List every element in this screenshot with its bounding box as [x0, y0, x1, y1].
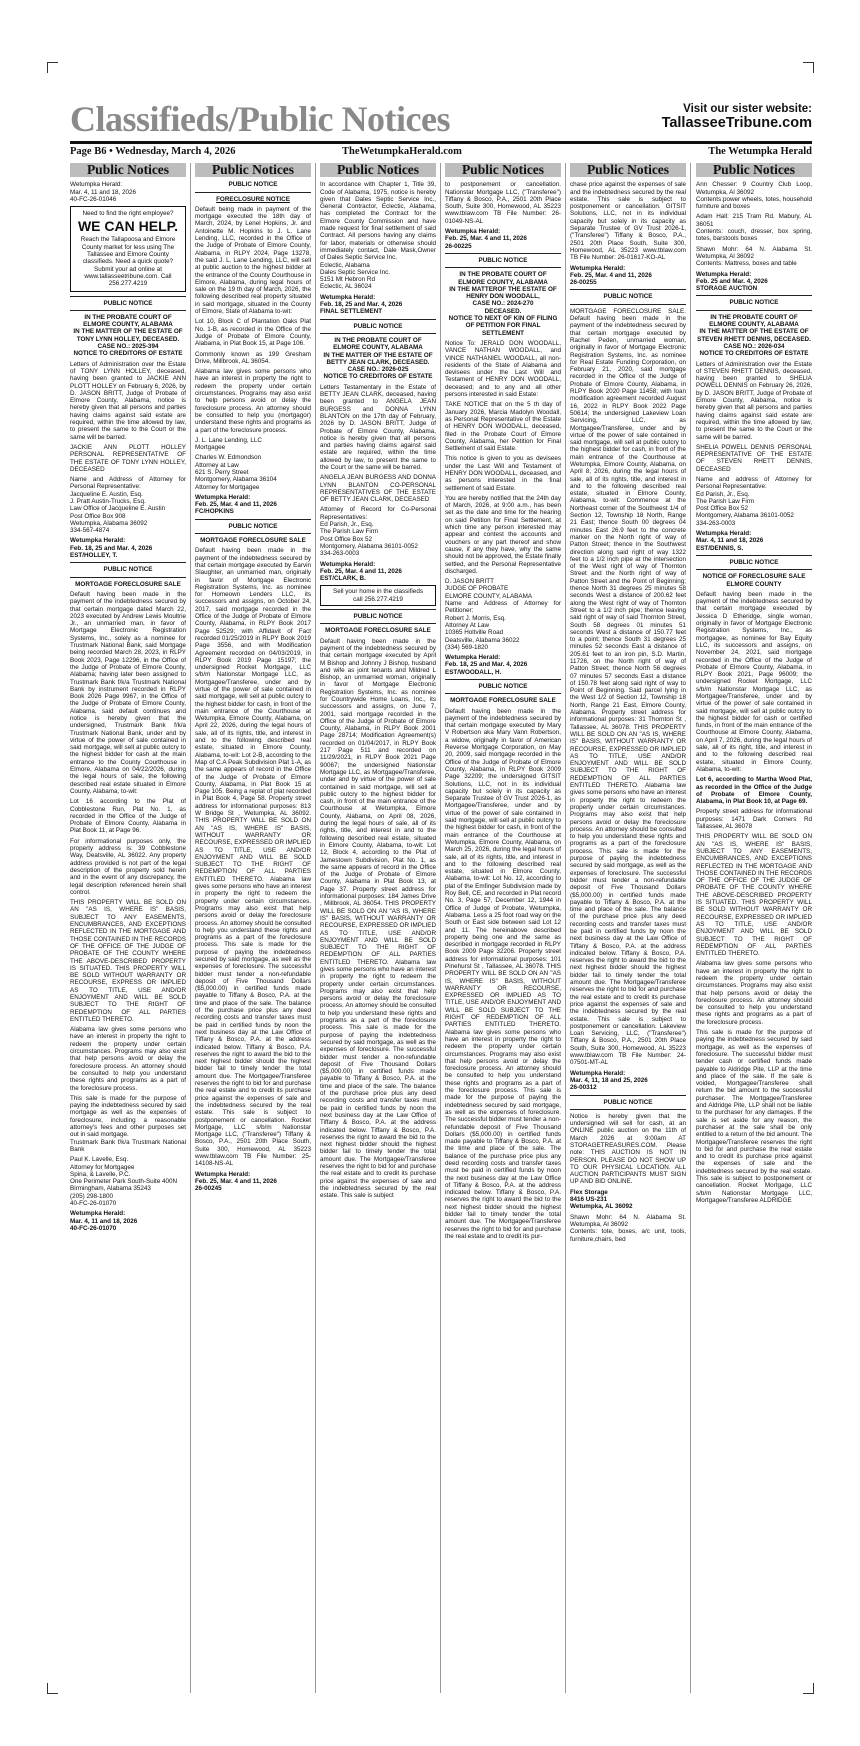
column-header: Public Notices — [696, 163, 812, 177]
notice-text: Attorney of Record for Co-Personal Representatives: Ed Parish, Jr., Esq. The Parish Law Firm Post Office Box 52 Montgomery, Alabama 36101-0052 334-263-0003 — [320, 506, 436, 558]
notice-text: MORTGAGE FORECLOSURE SALE. Default having been made in the payment of the indebtedness secured by that certain mortgage executed by Rachel Peden, unmarried woman, originally in favor of Mortgage Electronic Registration Systems, Inc. as nominee for Real Estate Funding Corporation, on February 21, 2020, said mortgage recorded in the Office of the Judge of Probate of Elmore County, Alabama, in RLPY Book 2020 Page 11458; with loan modification agreement recorded August 16, 2022 in RLPY Book 2022 Page 50614; the undersigned Lakeview Loan Servicing, LLC, as Mortgagee/Transferee, under and by virtue of the power of sale contained in said mortgage, will sell at public outcry to the highest bidder for cash, in front of the main entrance of the Courthouse at Wetumpka, Elmore County, Alabama, on April 8, 2026, during the legal hours of sale, all of its rights, title, and interest in and to the following described real estate, situated in Elmore County, Alabama, to-wit: Commence at the Northeast corner of the Southwest 1/4 of Section 12, Township 18 North, Range 21 East; thence South 00 degrees 04 minutes East 26.9 feet to the concrete marker on the North right of way of Patton Street; thence in the Southwest direction along said right of way 1322 feet to a 1/2 inch pipe at the intersection of the West right of way of Thornton Street and the North right of way of Patton Street and the Point of Beginning; thence North 31 degrees 25 minutes 58 seconds West a distance of 200.62 feet along the West right of way of Thornton Street to a 1/2 inch pipe; thence leaving said right of way of said Thornton Street, South 58 degrees 01 minutes 51 seconds West a distance of 150.77 feet to a point; thence South 31 degrees 25 minutes 52 seconds East a distance of 205.61 feet to an iron pin, S.D. Martin, 11726, on the North right of way of Patton Street; thence North 56 degrees 07 minutes 57 seconds East a distance of 150.78 feet along said right of way to Point of Beginning. Said parcel lying in the West 1/2 of Section 12, Township 18 North, Range 21 East, Elmore County, Alabama. Property street address for informational purposes: 31 Thornton St , Tallassee, AL 36078. THIS PROPERTY WILL BE SOLD ON AN "AS IS, WHERE IS" BASIS, WITHOUT WARRANTY OR RECOURSE, EXPRESSED OR IMPLIED AS TO TITLE, USE AND/OR ENJOYMENT AND WILL BE SOLD SUBJECT TO THE RIGHT OF REDEMPTION OF ALL PARTIES ENTITLED THERETO. Alabama law gives some persons who have an interest in property the right to redeem the property under certain circumstances. Programs may also exist that help persons avoid or delay the foreclosure process. An attorney should be consulted to help you understand these rights and programs as a part of the foreclosure process. This sale is made for the purpose of paying the indebtedness secured by said mortgage, as well as the expenses of foreclosure. The successful bidder must tender a non-refundable deposit of Five Thousand Dollars ($5,000.00) in certified funds made payable to Tiffany & Bosco, P.A. at the time and place of the sale. The balance of the purchase price plus any deed recording costs and transfer taxes must be paid in certified funds by noon the next business day at the Law Office of Tiffany & Bosco, P.A. at the address indicated below. Tiffany & Bosco, P.A. reserves the right to award the bid to the next highest bidder should the highest bidder fail to timely tender the total amount due. The Mortgagee/Transferee reserves the right to bid for and purchase the real estate and to credit its purchase price against the expenses of sale and the indebtedness secured by the real estate. This sale is subject to postponement or cancellation. Lakeview Loan Servicing, LLC, ("Transferee") Tiffany & Bosco, P.A., 2501 20th Place South, Suite 300, Homewood, AL 35223 www.tblaw.com TB File Number: 24-07501-MT-AL — [570, 307, 686, 1067]
crop-mark — [47, 62, 58, 73]
notice-run-info: Wetumpka Herald: Feb. 25, Mar. 4 and 11, 2026 26-00255 — [570, 264, 652, 287]
ad-headline: WE CAN HELP. — [77, 218, 179, 235]
notice-text: This sale is made for the purpose of paying the indebtedness secured by said mortgage as well as the expenses of foreclosure, including a reasonable attorney's fees and other purposes set out in said mortgage. Trustmark Bank f/k/a Trustmark National Bank — [70, 1094, 186, 1153]
notice-run-info: Wetumpka Herald: Mar. 4, 11 and 18, 2026 40-FC-26-01070 — [70, 1210, 138, 1232]
notice-text: to postponement or cancellation. Nationstar Mortgage LLC, ("Transferee") Tiffany & Bosco, P.A., 2501 20th Place South, Suite 300, Homewood, AL 35223 www.tblaw.com TB File Number: 26-01049-NS-AL — [445, 181, 561, 225]
notice-label: PUBLIC NOTICE — [603, 293, 653, 301]
notice-label: PUBLIC NOTICE — [228, 522, 278, 530]
notice-text: Name and Address of Attorney for Personal Representative: Jacqueline E. Austin, Esq. J. Pratt Austin-Trucks, Esq. Law Office of Jacqueline E. Austin Post Office Box 908 Wetumpka, Alabama 36092 334-567-4874 — [70, 476, 186, 535]
notice-text: chase price against the expenses of sale and the indebtedness secured by the real estate. This sale is subject to postponement or cancellation. GITSIT Solutions, LLC, not in its individual capacity but solely in its capacity as Separate Trustee of GV Trust 2026-1, ("Transferee") Tiffany & Bosco, P.A., 2501 20th Place South, Suite 300, Homewood, AL 35223 www.tblaw.com TB File Number: 26-01617-KO-AL — [570, 181, 686, 262]
notice-text: For informational purposes only, the property address is: 39 Cobblestone Way, Deatsville, AL 36022. Any property address provided is not part of the legal description of the property sold herein and in the event of any discrepancy, the legal description referenced herein shall control. — [70, 837, 186, 896]
notice-heading: MORTGAGE FORECLOSURE SALE — [75, 580, 181, 588]
notice-text: Name and address of Attorney for Personal Representative: Ed Parish, Jr., Esq. The Parish Law Firm Post Office Box 52 Montgomery, Alabama 36101-0052 334-263-0003 — [696, 475, 812, 527]
notice-run-info: Wetumpka Herald: Mar. 4, 11 and 18, 2026 40-FC-26-01046 — [70, 181, 137, 203]
notice-run-info: Wetumpka Herald: Feb. 25, Mar. 4 and 11, 2026 FC/HOPKINS — [195, 493, 277, 516]
notice-text: Alabama law gives some persons who have an interest in property the right to redeem the property under certain circumstances. Programs may also exist that help persons avoid or delay the foreclosure process. An attorney should be consulted to help you understand these rights and programs as a part of the foreclosure process. — [696, 960, 812, 1026]
column-4 — [445, 163, 561, 1693]
notice-run-info: Wetumpka Herald: Feb. 18, 25 and Mar. 4, 2026 EST/WOODALL, H. — [445, 654, 528, 676]
sister-site-url[interactable]: TallasseeTribune.com — [661, 115, 812, 131]
notice-text: Default having been made in the payment of the indebtedness secured by that certain mortgage dated March 22, 2023 executed by Andrew Lewis Moultrie Jr., an unmarried man, in favor of Mortgage Electronic Registration Systems, Inc., solely as a nominee for Trustmark National Bank, said Mortgage being recorded March 28, 2023, in RLPY Book 2023, Page 12296, in the Office of the Judge of Probate of Elmore County, Alabama; having later been assigned to Trustmark Bank f/k/a Trustmark National Bank by instrument recorded in RLPY Book 2026 Page 9967, in the Office of the Judge of Probate of Elmore County, Alabama, said default continues and notice is hereby given that the undersigned, Trustmark Bank f/k/a Trustmark National Bank, under and by virtue of the power of sale contained in said mortgage, will sell at public outcry to the highest bidder for cash at the main entrance to the County Courthouse in Elmore, Alabama on 04/22/2026, during the legal hours of sale, the following described real estate situated in Elmore County, Alabama, to-wit: — [70, 590, 186, 795]
notice-text: ANGELA JEAN BURGESS AND DONNA LYNN BLANTON CO-PERSONAL REPRESENTATIVES OF THE ESTATE OF BETTY JEAN CLARK, DECEASED — [320, 474, 436, 504]
notice-run-info: Wetumpka Herald: Feb. 18, 25 and Mar. 4, 2026 FINAL SETTLEMENT — [320, 293, 403, 316]
column-header: Public Notices — [570, 163, 686, 177]
notice-text: THIS PROPERTY WILL BE SOLD ON AN "AS IS, WHERE IS" BASIS, SUBJECT TO ANY EASEMENTS, ENCUMBRANCES, AND EXCEPTIONS REFLECTED IN THE MORTGAGE AND THOSE CONTAINED IN THE RECORDS OF THE OFFICE OF THE JUDGE OF PROBATE OF THE COUNTY WHERE THE ABOVE-DESCRIBED PROPERTY IS SITUATED. THIS PROPERTY WILL BE SOLD WITHOUT WARRANTY OR RECOURSE, EXPRESSED OR IMPLIED AS TO TITLE, USE AND/OR ENJOYMENT AND WILL BE SOLD SUBJECT TO THE RIGHT OF REDEMPTION OF ALL PARTIES ENTITLED THERETO. — [696, 833, 812, 958]
notice-text: Default having been made in the payment of the indebtedness secured by that certain mortgage executed by April M Bishop and Johnny J Bishop, husband and wife as joint tenants and Mildred L Bishop, an unmarried woman, originally in favor of Mortgage Electronic Registration Systems, Inc. as nominee for Countrywide Home Loans, Inc., its successors and assigns, on June 7, 2001, said mortgage recorded in the Office of the Judge of Probate of Elmore County, Alabama, in RLPY Book 2001 Page 28714; Modification Agreement(s) recorded on 01/04/2017, in RLPY Book 217 Page 511 and recorded on 11/29/2021, in RLPY Book 2021 Page 90067; the undersigned Nationstar Mortgage LLC, as Mortgagee/Transferee, under and by virtue of the power of sale contained in said mortgage, will sell at public outcry to the highest bidder for cash, in front of the main entrance of the Courthouse at Wetumpka, Elmore County, Alabama, on April 08, 2026, during the legal hours of sale, all of its rights, title, and interest in and to the following described real estate, situated in Elmore County, Alabama, to-wit: Lot 12, Block 4, according to the Plat of Jamestown Subdivision, Plat No. 1, as the same appears of record in the Office of the Judge of Probate of Elmore County, Alabama in Plat Book 13, at Page 37. Property street address for informational purposes: 184 James Drive , Millbrook, AL 36054. THIS PROPERTY WILL BE SOLD ON AN "AS IS, WHERE IS" BASIS, WITHOUT WARRANTY OR RECOURSE, EXPRESSED OR IMPLIED AS TO TITLE, USE AND/OR ENJOYMENT AND WILL BE SOLD SUBJECT TO THE RIGHT OF REDEMPTION OF ALL PARTIES ENTITLED THERETO. Alabama law gives some persons who have an interest in property the right to redeem the property under certain circumstances. Programs may also exist that help persons avoid or delay the foreclosure process. An attorney should be consulted to help you understand these rights and programs as a part of the foreclosure process. This sale is made for the purpose of paying the indebtedness secured by said mortgage, as well as the expenses of foreclosure. The successful bidder must tender a non-refundable deposit of Five Thousand Dollars ($5,000.00) in certified funds made payable to Tiffany & Bosco, P.A. at the time and place of the sale. The balance of the purchase price plus any deed recording costs and transfer taxes must be paid in certified funds by noon the next business day at the Law Office of Tiffany & Bosco, P.A. at the address indicated below. Tiffany & Bosco, P.A. reserves the right to award the bid to the next highest bidder should the highest bidder fail to timely tender the total amount due. The Mortgagee/Transferee reserves the right to bid for and purchase the real estate and to credit its purchase price against the expenses of sale and the indebtedness secured by the real estate. This sale is subject — [320, 637, 436, 1200]
notice-run-info: Wetumpka Herald: Feb. 25, Mar. 4 and 11, 2026 26-00245 — [195, 1170, 277, 1193]
notice-text: Letters of Administration over the Estate of STEVEN RHETT DENNIS, deceased, having been granted to SHELIA POWELL DENNIS on February 26, 2026, by D. JASON BRITT, Judge of Probate of Elmore County, Alabama, notice is hereby given that all persons and parties having claims against said estate are required, within the time allowed by law, to present the same to the Court or the same will be barred. — [696, 360, 812, 441]
notice-heading: IN THE PROBATE COURT OF ELMORE COUNTY, ALABAMA IN THE MATTER OF THE ESTATE OF TONY LYNN HOLLEY, DECEASED. CASE NO.: 2025-394 NOTICE TO CREDITORS OF ESTATE — [73, 313, 183, 358]
folio-bar — [70, 141, 812, 158]
notice-text: Commonly known as 199 Gresham Drive, Millbrook, AL 36054. — [195, 350, 311, 365]
notice-heading: IN THE PROBATE COURT OF ELMORE COUNTY, ALABAMA IN THE MATTER OF THE ESTATE OF BETTY JEAN CLARK, DECEASED. CASE NO.: 2026-025 NOTICE TO CREDITORS OF ESTATE — [323, 336, 433, 381]
notice-text: Letters of Administration over the Estate of TONY LYNN HOLLEY, deceased, having been granted to JACKIE ANN PLOTT HOLLEY on February 6, 2026, by D. JASON BRITT, Judge of Probate of Elmore County, Alabama, notice is hereby given that all persons and parties having claims against said estate are required, within the time allowed by law, to present the same to the Court or the same will be barred. — [70, 360, 186, 441]
notice-run-info: Wetumpka Herald: Mar. 4, 11 and 18, 2026 EST/DENNIS, S. — [696, 530, 764, 552]
notice-text: Alabama law gives some persons who have an interest in property the right to redeem the property under certain circumstances. Programs may also exist that help persons avoid or delay the foreclosure process. An attorney should be consulted to help you understand these rights and programs as a part of the foreclosure process. — [70, 1026, 186, 1092]
notice-run-info: Wetumpka Herald: Mar. 4, 11, 18 and 25, 2026 26-00312 — [570, 1069, 648, 1092]
site-name: TheWetumpkaHerald.com — [342, 146, 462, 157]
notice-label: PUBLIC NOTICE — [228, 181, 278, 189]
notice-text: Letters Testamentary in the Estate of BETTY JEAN CLARK, deceased, having been granted to ANGELA JEAN BURGESS and DONNA LYNN BLANTON on the 17th day of February, 2026 by D. JASON BRITT, Judge of Probate of Elmore County, Alabama, notice is hereby given that all persons and parties having claims against said estate are required, within the time allowed by law, to present the same to the Court or the same will be barred. — [320, 383, 436, 471]
notice-label: PUBLIC NOTICE — [353, 613, 403, 621]
column-header: Public Notices — [320, 163, 436, 177]
notice-heading: FORECLOSURE NOTICE — [216, 195, 290, 203]
column-divider — [565, 163, 566, 1693]
notice-text: This sale is made for the purpose of paying the indebtedness secured by said mortgage, as well as the expenses of foreclosure. The successful bidder must tender cash or certified funds made payable to Aldridge Pite, LLP at the time and place of the sale. If the sale is voided, Mortgagee/Transferee shall return the bid amount to the successful purchaser. The Mortgagee/Transferee and Aldridge Pite, LLP shall not be liable to the purchaser for any damages. If the sale is set aside for any reason, the purchaser at the sale shall be only entitled to a return of the bid amount. The Mortgagee/Transferee reserves the right to bid for and purchase the real estate and to credit its purchase price against the expenses of sale and the indebtedness secured by the real estate. This sale is subject to postponement or cancellation. Rocket Mortgage, LLC s/b/m Nationstar Mortgage LLC, Mortgagee/Transferee ALDRIDGE — [696, 1029, 812, 1204]
notice-label: PUBLIC NOTICE — [478, 256, 528, 264]
notice-text: Property street address for informational purposes: 1471 Dark Corners Rd Tallassee, AL 36078 — [696, 808, 812, 831]
notice-heading: MORTGAGE FORECLOSURE SALE — [325, 627, 431, 635]
notice-text: SHELIA POWELL DENNIS PERSONAL REPRESENTATIVE OF THE ESTATE OF STEVEN RHETT DENNIS, DECEASED — [696, 443, 812, 473]
notice-text: Lot 16 according to the Plat of Cobblestone Run, Plat No. 1, as recorded in the Office of the Judge of Probate of Elmore County, Alabama in Plat Book 11, at Page 96. — [70, 798, 186, 835]
notice-text: Default being made in payment of the mortgage executed the 18th day of March, 2024, by Lenel Hopkins, Jr. and Antoinette M. Hopkins to J. L. Lane Lending, LLC, recorded in the Office of the Judge of Probate of Elmore County, Alabama, in RLPY 2024, Page 13278, the said J. L. Lane Lending, LLC, will sell at public auction to the highest bidder at the entrance of the County Courthouse in Elmore, Alabama, during legal hours of sale on the 19 th day of March, 2026, the following described real property situated in said mortgage, situated in the County of Elmore, State of Alabama to-wit: — [195, 205, 311, 316]
notice-text: J. L. Lane Lending, LLC Mortgagee — [195, 436, 262, 452]
column-divider — [440, 163, 441, 1693]
notice-text: Default having been made in the payment of the indebtedness secured by that certain mortgage executed by Jessica D Etheridge, single woman, originally in favor of Mortgage Electronic Registration Systems, Inc., as mortgagee, as nominee for Bay Equity LLC, its successors and assigns, on November 24, 2021, said mortgage recorded in the Office of the Judge of Probate of Elmore County, Alabama, in RLPY Book 2021, Page 96009; the undersigned Rocket Mortgage, LLC s/b/m Nationstar Mortgage LLC, as Mortgagee/Transferee, under and by virtue of the power of sale contained in said mortgage, will sell at public outcry to the highest bidder for cash or certified funds, in front of the main entrance of the Courthouse at Elmore County, Alabama, on April 7, 2026, during the legal hours of sale, all of its right, title, and interest in and to the following described real estate, situated in Elmore County, Alabama, to-wit: — [696, 590, 812, 773]
notice-text: Ann Chesser: 9 Country Club Loop, Wetumpka, Al 36092 Contents:power wheels, totes, household furniture and boxes — [696, 181, 812, 211]
ad-kicker: Need to find the right employee? — [82, 210, 174, 218]
notice-text: Default having been made in the payment of the indebtedness secured by that certain mortgage executed by Mary V Robertson aka Mary Vann Robertson, a widow, originally in favor of American Reverse Mortgage Corporation, on May 20, 2009, said mortgage recorded in the Office of the Judge of Probate of Elmore County, Alabama, in RLPY Book 2009 Page 32209; the undersigned GITSIT Solutions, LLC, not in its individual capacity but solely in its capacity as Separate Trustee of GV Trust 2026-1, as Mortgagee/Transferee, under and by virtue of the power of sale contained in said mortgage, will sell at public outcry to the highest bidder for cash, in front of the main entrance of the Courthouse at Wetumpka, Elmore County, Alabama, on March 25, 2026, during the legal hours of sale, all of its rights, title, and interest in and to the following described real estate, situated in Elmore County, Alabama, to-wit: Lot No. 12, according to plat of the Emfinger Subdivision made by Roy Bell, CE, and recorded in Plat record No. 3, Page 57, December 12, 1944 in Office of Judge of Probate, Wetumpka, Alabama. Less a 25 foot road way on the South or East side between said Lot 12 and 11. The hereinabove described property being one and the same as described in mortgage recorded in RLPY Book 2009 Page 32206. Property street address for informational purposes: 101 Pinehurst St , Tallassee, AL 36078. THIS PROPERTY WILL BE SOLD ON AN "AS IS, WHERE IS" BASIS, WITHOUT WARRANTY OR RECOURSE, EXPRESSED OR IMPLIED AS TO TITLE, USE AND/OR ENJOYMENT AND WILL BE SOLD SUBJECT TO THE RIGHT OF REDEMPTION OF ALL PARTIES ENTITLED THERETO. Alabama law gives some persons who have an interest in property the right to redeem the property under certain circumstances. Programs may also exist that help persons avoid or delay the foreclosure process. An attorney should be consulted to help you understand these rights and programs as a part of the foreclosure process. This sale is made for the purpose of paying the indebtedness secured by said mortgage, as well as the expenses of foreclosure. The successful bidder must tender a non-refundable deposit of Five Thousand Dollars ($5,000.00) in certified funds made payable to Tiffany & Bosco, P.A. at the time and place of the sale. The balance of the purchase price plus any deed recording costs and transfer taxes must be paid in certified funds by noon the next business day at the Law Office of Tiffany & Bosco, P.A. at the address indicated below. Tiffany & Bosco, P.A. reserves the right to award the bid to the next highest bidder should the highest bidder fail to timely tender the total amount due. The Mortgagee/Transferee reserves the right to bid for and purchase the real estate and to credit its pur- — [445, 707, 561, 1240]
column-header: Public Notices — [195, 163, 311, 177]
column-5 — [570, 163, 686, 1693]
notice-run-info: Wetumpka Herald: Feb. 25 and Mar. 4, 2026 STORAGE AUCTION — [696, 270, 768, 293]
crop-mark — [47, 1683, 58, 1694]
notice-text: D. JASON BRITT JUDGE OF PROBATE ELMORE COUNTY, ALABAMA Name and Address of Attorney for Petitioner: Robert J. Morris, Esq. Attorney At Law 10365 Holtville Road Deatsville, Alabama 36022 (334) 569-1820 — [445, 578, 561, 651]
notice-text: Shawn Mohr: 64 N. Alabama St. Wetumpka, Al 36092 Contents: Mattress, boxes and table — [696, 245, 812, 268]
notice-label: PUBLIC NOTICE — [729, 558, 779, 566]
column-header: Public Notices — [445, 163, 561, 177]
ad-body: Reach the Tallapoosa and Elmore County market for less using The Tallassee and Elmore County classifieds. Need a quick quote? Submit your ad online at www.tallasseetribune.com. Call 256.277.4219 — [80, 236, 176, 288]
notice-text: In accordance with Chapter 1, Title 39, Code of Alabama, 1975, notice is hereby given that Dales Septic Service Inc., General Contractor, Eclectic, Alabama, has completed the Contract for the Elmore County Commission and have made request for final settlement of said Contract. All persons having any claims for labor, materials or otherwise should immediately contact, Dale Mask,Owner of Dales Septic Service Inc. Eclectic, Alabama Dales Septic Service Inc. 5151 Mt Hebron Rd Eclectic, AL 36024 — [320, 181, 436, 291]
notice-heading: MORTGAGE FORECLOSURE SALE — [450, 697, 556, 705]
notice-text: TAKE NOTICE that on the 5 th day of January 2026, Marcia Madolyn Woodall, as Personal Representative of the Estate of HENRY DON WOODALL, deceased, filed in the Probate Court of Elmore County, Alabama, her Petition for Final Settlement of said Estate. — [445, 401, 561, 453]
notice-text: Shawn Mohr: 64 N. Alabama St. Wetumpka, Al 36092 Contents: tote, boxes, a/c unit, tools, furniture,chairs, bed — [570, 1213, 686, 1243]
notices-columns — [70, 163, 812, 1693]
column-6 — [696, 163, 812, 1693]
sister-site-promo — [662, 102, 812, 130]
notice-label: PUBLIC NOTICE — [603, 1098, 653, 1106]
visit-line: Visit our sister website: — [683, 103, 812, 115]
page-dateline: Page B6 • Wednesday, March 4, 2026 — [70, 146, 236, 157]
notice-text: Alabama law gives some persons who have an interest in property the right to redeem the property under certain circumstances. Programs may also exist to help persons avoid or delay the foreclosure process. An attorney should be consulted to help you (mortgagor) understand these rights and programs as a part of the foreclosure process. — [195, 368, 311, 434]
column-header: Public Notices — [70, 163, 186, 177]
column-divider — [190, 163, 191, 1693]
notice-heading: IN THE PROBATE COURT OF ELMORE COUNTY, ALABAMA IN THE MATTEROF THE ESTATE OF HENRY DON WOODALL, CASE NO.: 2024-270 DECEASED. NOTICE TO NEXT OF KIN OF FILING OF PETITION FOR FINAL SETTLEMENT — [448, 271, 558, 337]
column-2 — [195, 163, 311, 1693]
notice-text: This notice is given to you as devisees under the Last Will and Testament of HENRY DON WOODALL, deceased, and as persons interested in the final settlement of said Estate. — [445, 455, 561, 492]
notice-text: Lot 10, Block C of Plantation Oaks Plat No. 1-B, as recorded in the Office of the Judge of Probate of Elmore County, Alabama, in Plat Book 15, at Page 106. — [195, 318, 311, 348]
notice-heading: NOTICE OF FORECLOSURE SALE ELMORE COUNTY — [702, 573, 806, 588]
column-divider — [315, 163, 316, 1693]
section-title: Classifieds/Public Notices — [70, 99, 450, 139]
notice-label: PUBLIC NOTICE — [478, 683, 528, 690]
notice-text: THIS PROPERTY WILL BE SOLD ON AN "AS IS, WHERE IS" BASIS, SUBJECT TO ANY EASEMENTS, ENCUMBRANCES, AND EXCEPTIONS REFLECTED IN THE MORTGAGE AND THOSE CONTAINED IN THE RECORDS OF THE OFFICE OF THE JUDGE OF PROBATE OF THE COUNTY WHERE THE ABOVE-DESCRIBED PROPERTY IS SITUATED. THIS PROPERTY WILL BE SOLD WITHOUT WARRANTY OR RECOURSE, EXPRESS OR IMPLIED AS TO TITLE, USE AND/OR ENJOYMENT AND WILL BE SOLD SUBJECT TO THE RIGHT OF REDEMPTION OF ALL PARTIES ENTITLED THERETO. — [70, 899, 186, 1023]
column-1 — [70, 163, 186, 1693]
column-divider — [690, 163, 691, 1693]
employment-ad — [70, 206, 186, 291]
masthead — [70, 98, 812, 138]
notice-text: Flex Storage 8416 US-231 Wetumpka, AL 36092 — [570, 1188, 633, 1211]
notice-text: Lot 6, according to Martha Wood Plat, as recorded in the Office of the Judge of Probate of Elmore County, Alabama, in Plat Book 10, at Page 69. — [696, 776, 812, 806]
paper-name: The Wetumpka Herald — [708, 146, 812, 157]
crop-mark — [803, 62, 814, 73]
notice-text: Default having been made in the payment of the indebtedness secured by that certain mortgage executed by Earvin Slaughter, an unmarried man, originally in favor of Mortgage Electronic Registration Systems, Inc. as nominee for Homeown Lenders LLC, its successors and assigns, on October 24, 2017, said mortgage recorded in the Office of the Judge of Probate of Elmore County, Alabama, in RLPY Book 2017 Page 52529; with Affidavit of Fact recorded 01/25/2019 in RLPY Book 2019 Page 3556, and with Modification Agreement recorded on 04/03/2019, in RLPY Book 2019 Page 15197; the undersigned Rocket Mortgage, LLC s/b/m Nationstar Mortgage LLC, as Mortgagee/Transferee, under and by virtue of the power of sale contained in said mortgage, will sell at public outcry to the highest bidder for cash, in front of the main entrance of the Courthouse at Wetumpka, Elmore County, Alabama, on April 22, 2026, during the legal hours of sale, all of its rights, title, and interest in and to the following described real estate, situated in Elmore County, Alabama, to-wit: Lot 2-B, according to the Map of C.A Peak Subdivision Plat 1-A, as the same appears of record in the Office of the Judge of Probate of Elmore County, Alabama, in Plat Book 15 at Page 105. Being a replat of plat recorded in Plat Book 4, Page 58. Property street address for informational purposes: 813 W Bridge St , Wetumpka, AL 36092. THIS PROPERTY WILL BE SOLD ON AN "AS IS, WHERE IS" BASIS, WITHOUT WARRANTY OR RECOURSE, EXPRESSED OR IMPLIED AS TO TITLE, USE AND/OR ENJOYMENT AND WILL BE SOLD SUBJECT TO THE RIGHT OF REDEMPTION OF ALL PARTIES ENTITLED THERETO. Alabama law gives some persons who have an interest in property the right to redeem the property under certain circumstances. Programs may also exist that help persons avoid or delay the foreclosure process. An attorney should be consulted to help you understand these rights and programs as a part of the foreclosure process. This sale is made for the purpose of paying the indebtedness secured by said mortgage, as well as the expenses of foreclosure. The successful bidder must tender a non-refundable deposit of Five Thousand Dollars ($5,000.00) in certified funds made payable to Tiffany & Bosco, P.A. at the time and place of the sale. The balance of the purchase price plus any deed recording costs and transfer taxes must be paid in certified funds by noon the next business day at the Law Office of Tiffany & Bosco, P.A. at the address indicated below. Tiffany & Bosco, P.A. reserves the right to award the bid to the next highest bidder should the highest bidder fail to timely tender the total amount due. The Mortgagee/Transferee reserves the right to bid for and purchase the real estate and to credit its purchase price against the expenses of sale and the indebtedness secured by the real estate. This sale is subject to postponement or cancellation. Rocket Mortgage, LLC s/b/m Nationstar Mortgage LLC, ("Transferee") Tiffany & Bosco, P.A., 2501 20th Place South, Suite 300, Homewood, AL 35223 www.tblaw.com TB File Number: 25-14108-NS-AL — [195, 547, 311, 1168]
notice-run-info: Wetumpka Herald: Feb. 25, Mar. 4 and 11, 2026 26-00225 — [445, 228, 527, 250]
notice-run-info: Wetumpka Herald: Feb. 25, Mar. 4 and 11, 2026 EST/CLARK, B. — [320, 560, 402, 583]
notice-text: Paul K. Lavelle, Esq. Attorney for Mortgagee Spina, & Lavelle, P.C. One Perimeter Park South-Suite 400N Birmingham, Alabama 35243 (205) 298-1800 40-FC-26-01070 — [70, 1156, 178, 1207]
notice-heading: IN THE PROBATE COURT OF ELMORE COUNTY, ALABAMA IN THE MATTER OF THE ESTATE OF STEVEN RHETT DENNIS, DECEASED. CASE NO.: 2026-034 NOTICE TO CREDITORS OF ESTATE — [697, 313, 811, 358]
notice-text: Adam Hall: 215 Tram Rd. Mabury, AL 36051 Contents: couch, dresser, box spring, totes, barstools boxes — [696, 213, 812, 243]
notice-heading: MORTGAGE FORECLOSURE SALE — [200, 537, 306, 545]
notice-text: Notice To: JERALD DON WOODALL, VANCE NATHAN WOODALL, and VINCE NATHANIEL WOODALL, all non-residents of the State of Alabama and devisees under the Last Will and Testament of HENRY DON WOODALL, deceased; and to any and all other persons interested in said Estate: — [445, 339, 561, 399]
notice-text: You are hereby notified that the 24th day of March, 2026, at 9:00 a.m., has been set as the date and time for the hearing on said Petition for Final Settlement, at which time any person interested may appear and contest the accounts and vouchers or any part thereof and show cause, if any they have, why the same should not be approved, the Estate finally settled, and the Personal Representative discharged. — [445, 494, 561, 575]
sell-home-ad: Sell your home in the classifieds call 256.277.4219 — [320, 585, 436, 606]
notice-text: JACKIE ANN PLOTT HOLLEY PERSONAL REPRESENTATIVE OF THE ESTATE OF TONY LYNN HOLLEY, DECEASED — [70, 443, 186, 473]
notice-label: PUBLIC NOTICE — [729, 299, 779, 307]
notice-text: Notice is hereby given that the undersigned will sell for cash, at an ONLINE public auction on the 11th of March 2026 at 9:00am AT STORAGETREASURES.COM. Please note: THIS AUCTION IS NOT IN PERSON. PLEASE DO NOT SHOW UP TO OUR PHYSICAL LOCATION. ALL AUCTION PARTICIPANTS MUST SIGN UP AND BID ONLINE. — [570, 1112, 686, 1186]
notice-run-info: Wetumpka Herald: Feb. 18, 25 and Mar. 4, 2026 EST/HOLLEY, T. — [70, 537, 153, 560]
notice-label: PUBLIC NOTICE — [103, 566, 153, 574]
column-3 — [320, 163, 436, 1693]
notice-label: PUBLIC NOTICE — [103, 299, 153, 307]
notice-label: PUBLIC NOTICE — [353, 322, 403, 330]
notice-text: Charles W. Edmondson Attorney at Law 621 S. Perry Street Montgomery, Alabama 36104 Attorney for Mortgagee — [195, 454, 277, 491]
